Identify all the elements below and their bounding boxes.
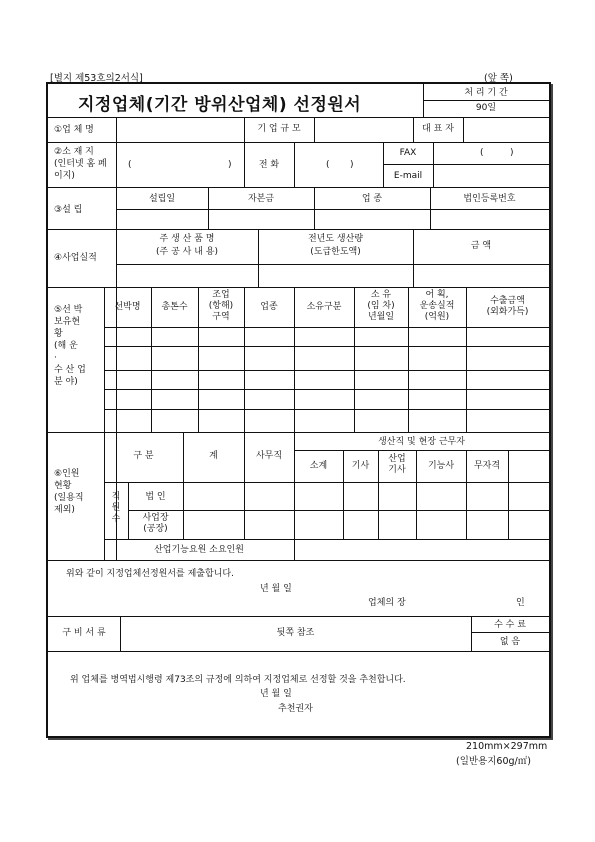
personnel-technician-header: 기능사 — [427, 461, 455, 471]
recommender-label: 추천권자 — [278, 704, 313, 714]
address-paren-open: ( — [128, 160, 132, 170]
application-form — [46, 82, 551, 738]
personnel-unqualified-header: 무자격 — [473, 461, 501, 471]
fax-paren-open: ( — [480, 148, 484, 158]
main-products-header: 주 생 산 품 명 — [159, 234, 215, 244]
workplace-row-label: 사업장 (공장) — [142, 513, 169, 534]
fee-value: 없 음 — [499, 637, 521, 647]
ship-col-export: 수출금액 (외화가득) — [486, 296, 529, 317]
ship-col-name: 선박명 — [114, 302, 141, 312]
ship-col-tonnage: 총톤수 — [161, 302, 188, 312]
establishment-label: ③설 립 — [54, 205, 83, 215]
paper-type: (일반용지60g/㎡) — [456, 756, 531, 767]
ship-holdings-label: ⑤선 박 보유현 황 (해 운 · 수 산 업 분 야) — [54, 305, 86, 387]
address-paren-close: ) — [228, 160, 232, 170]
contract-limit-header: (도급한도액) — [310, 247, 361, 257]
personnel-subtotal-header: 소계 — [309, 461, 328, 471]
paper-size: 210mm×297mm — [466, 741, 548, 752]
processing-period-label: 처 리 기 간 — [464, 88, 508, 98]
email-label: E-mail — [393, 171, 423, 181]
fee-label: 수 수 료 — [494, 620, 526, 630]
page-side-label: (앞 쪽) — [484, 73, 513, 84]
recommendation-text: 위 업체를 병역법시행령 제73조의 규정에 의하여 지정업체로 선정할 것을 추천합니다. — [70, 675, 406, 685]
homepage-label: (인터넷 홈 페이지) — [54, 159, 107, 181]
business-type-header: 업 종 — [361, 194, 383, 204]
personnel-category-header: 구 분 — [133, 451, 154, 461]
phone-label: 전 화 — [258, 160, 280, 170]
corp-reg-no-header: 법인등록번호 — [463, 194, 516, 204]
personnel-ind-engineer-header: 산업 기사 — [388, 454, 406, 475]
personnel-label: ⑥인원 현황 (일용직 제외) — [54, 469, 84, 515]
submission-text: 위와 같이 지정업체선정원서를 제출합니다. — [66, 569, 234, 579]
phone-paren-close: ) — [350, 160, 354, 170]
ship-col-catch-record: 어 획, 운송실적 (억원) — [419, 290, 455, 322]
form-number: [별지 제53호의2서식] — [50, 73, 143, 84]
submission-seal: 인 — [516, 598, 525, 608]
personnel-engineer-header: 기사 — [351, 461, 370, 471]
fax-paren-close: ) — [510, 148, 514, 158]
amount-header: 금 액 — [470, 241, 492, 251]
required-skilled-label: 산업기능요원 소요인원 — [154, 545, 244, 555]
personnel-production-header: 생산직 및 현장 근무자 — [378, 437, 465, 447]
submission-date: 년 월 일 — [260, 584, 292, 594]
main-works-header: (주 공 사 내 용) — [156, 247, 218, 257]
ship-col-ownership: 소유구분 — [306, 302, 342, 312]
personnel-office-header: 사무직 — [255, 451, 283, 461]
phone-paren-open: ( — [326, 160, 330, 170]
corporation-row-label: 법 인 — [145, 492, 166, 502]
processing-period-value: 90일 — [475, 103, 497, 113]
company-size-label: 기 업 규 모 — [257, 124, 301, 134]
business-record-label: ④사업실적 — [54, 253, 97, 263]
fax-label: FAX — [399, 148, 417, 158]
required-docs-ref: 뒷쪽 참조 — [276, 628, 315, 638]
location-label: ②소 재 지 — [54, 147, 94, 157]
ship-col-business: 업종 — [260, 302, 278, 312]
representative-label: 대 표 자 — [422, 124, 454, 134]
submission-signer: 업체의 장 — [368, 598, 406, 608]
required-docs-label: 구 비 서 류 — [62, 628, 106, 638]
recommendation-date: 년 월 일 — [260, 689, 292, 699]
form-title: 지정업체(기간 방위산업체) 선정원서 — [78, 95, 362, 115]
personnel-total-header: 계 — [209, 451, 218, 461]
capital-header: 자본금 — [247, 194, 275, 204]
ship-col-owned-date: 소 유 (임 차) 년월일 — [367, 290, 395, 322]
staff-count-label: 직 원 수 — [111, 492, 121, 524]
ship-col-area: 조업 (항해) 구역 — [208, 290, 234, 322]
est-date-header: 설립일 — [148, 194, 176, 204]
company-name-label: ①업 체 명 — [54, 125, 94, 135]
prev-year-output-header: 전년도 생산량 — [307, 234, 364, 244]
